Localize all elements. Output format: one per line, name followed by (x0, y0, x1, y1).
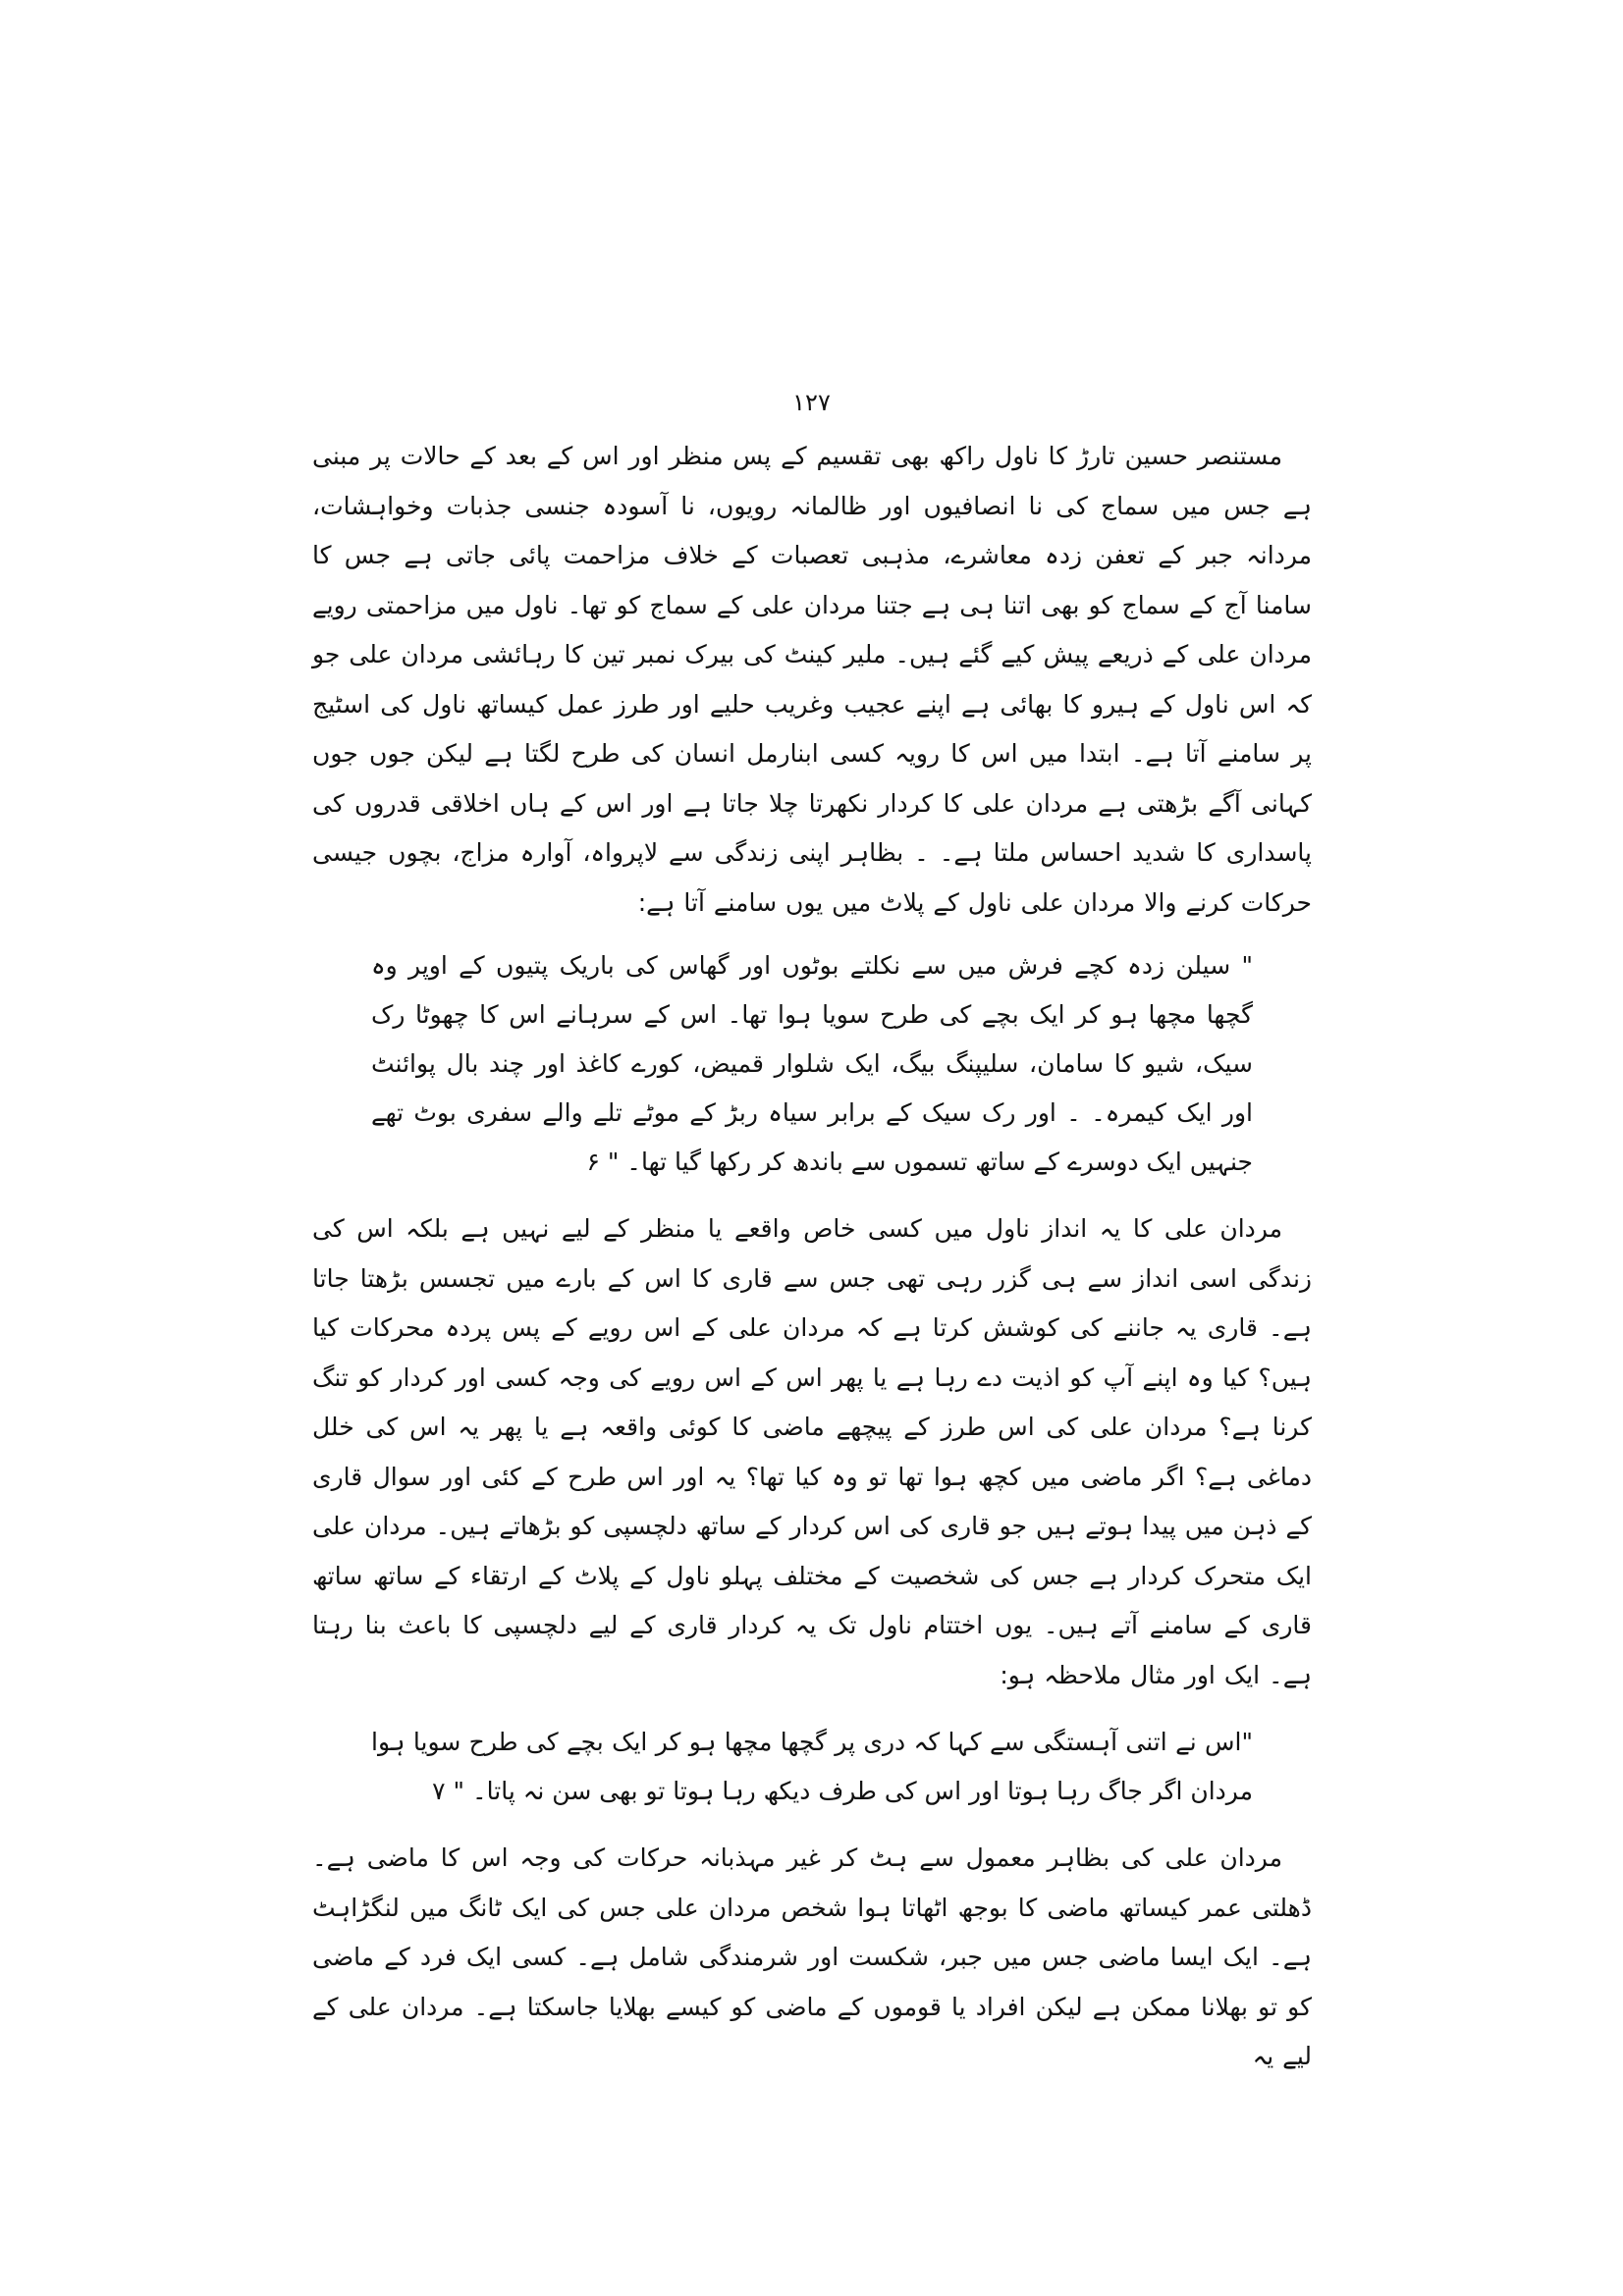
page-number: ۱۲۷ (792, 389, 831, 416)
paragraph-2: مردان علی کا یہ انداز ناول میں کسی خاص واقعے یا منظر کے لیے نہیں ہے بلکہ اس کی زندگی اسی انداز سے ہی گزر رہی تھی جس سے قاری کا اس کے بارے میں تجسس بڑھتا جاتا ہے۔ قاری یہ جاننے کی کوشش کرتا ہے کہ مردان علی کے اس رویے کے پس پردہ محرکات کیا ہیں؟ کیا وہ اپنے آپ کو اذیت دے رہا ہے یا پھر اس کے اس رویے کی وجہ کسی اور کردار کو تنگ کرنا ہے؟ مردان علی کی اس طرز کے پیچھے ماضی کا کوئی واقعہ ہے یا پھر یہ اس کی خلل دماغی ہے؟ اگر ماضی میں کچھ ہوا تھا تو وہ کیا تھا؟ یہ اور اس طرح کے کئی اور سوال قاری کے ذہن میں پیدا ہوتے ہیں جو قاری کی اس کردار کے ساتھ دلچسپی کو بڑھاتے ہیں۔ مردان علی ایک متحرک کردار ہے جس کی شخصیت کے مختلف پہلو ناول کے پلاٹ کے ارتقاء کے ساتھ ساتھ قاری کے سامنے آتے ہیں۔ یوں اختتام ناول تک یہ کردار قاری کے لیے دلچسپی کا باعث بنا رہتا ہے۔ ایک اور مثال ملاحظہ ہو: (312, 1214, 1312, 1689)
page-body (312, 432, 1312, 2082)
paragraph-1: مستنصر حسین تارڑ کا ناول راکھ بھی تقسیم کے پس منظر اور اس کے بعد کے حالات پر مبنی ہے جس میں سماج کی نا انصافیوں اور ظالمانہ رویوں، نا آسودہ جنسی جذبات وخواہشات، مردانہ جبر کے تعفن زدہ معاشرے، مذہبی تعصبات کے خلاف مزاحمت پائی جاتی ہے جس کا سامنا آج کے سماج کو بھی اتنا ہی ہے جتنا مردان علی کے سماج کو تھا۔ ناول میں مزاحمتی رویے مردان علی کے ذریعے پیش کیے گئے ہیں۔ ملیر کینٹ کی بیرک نمبر تین کا رہائشی مردان علی جو کہ اس ناول کے ہیرو کا بھائی ہے اپنے عجیب وغریب حلیے اور طرز عمل کیساتھ ناول کی اسٹیج پر سامنے آتا ہے۔ ابتدا میں اس کا رویہ کسی ابنارمل انسان کی طرح لگتا ہے لیکن جوں جوں کہانی آگے بڑھتی ہے مردان علی کا کردار نکھرتا چلا جاتا ہے اور اس کے ہاں اخلاقی قدروں کی پاسداری کا شدید احساس ملتا ہے۔ ۔ بظاہر اپنی زندگی سے لاپرواہ، آوارہ مزاج، بچوں جیسی حرکات کرنے والا مردان علی ناول کے پلاٹ میں یوں سامنے آتا ہے: (312, 442, 1312, 917)
block-quote-2: "اس نے اتنی آہستگی سے کہا کہ دری پر گچھا مچھا ہو کر ایک بچے کی طرح سویا ہوا مردان اگر جاگ رہا ہوتا اور اس کی طرف دیکھ رہا ہوتا تو بھی سن نہ پاتا۔ " ۷ (371, 1728, 1253, 1805)
paragraph-3: مردان علی کی بظاہر معمول سے ہٹ کر غیر مہذبانہ حرکات کی وجہ اس کا ماضی ہے۔ ڈھلتی عمر کیساتھ ماضی کا بوجھ اٹھاتا ہوا شخص مردان علی جس کی ایک ٹانگ میں لنگڑاہٹ ہے۔ ایک ایسا ماضی جس میں جبر، شکست اور شرمندگی شامل ہے۔ کسی ایک فرد کے ماضی کو تو بھلانا ممکن ہے لیکن افراد یا قوموں کے ماضی کو کیسے بھلایا جاسکتا ہے۔ مردان علی کے لیے یہ (312, 1843, 1312, 2070)
block-quote-1: " سیلن زدہ کچے فرش میں سے نکلتے بوٹوں اور گھاس کی باریک پتیوں کے اوپر وہ گچھا مچھا ہو کر ایک بچے کی طرح سویا ہوا تھا۔ اس کے سرہانے اس کا چھوٹا رک سیک، شیو کا سامان، سلیپنگ بیگ، ایک شلوار قمیض، کورے کاغذ اور چند بال پوائنٹ اور ایک کیمرہ۔ ۔ اور رک سیک کے برابر سیاہ ربڑ کے موٹے تلے والے سفری بوٹ تھے جنہیں ایک دوسرے کے ساتھ تسموں سے باندھ کر رکھا گیا تھا۔ " ۶ (371, 951, 1253, 1176)
